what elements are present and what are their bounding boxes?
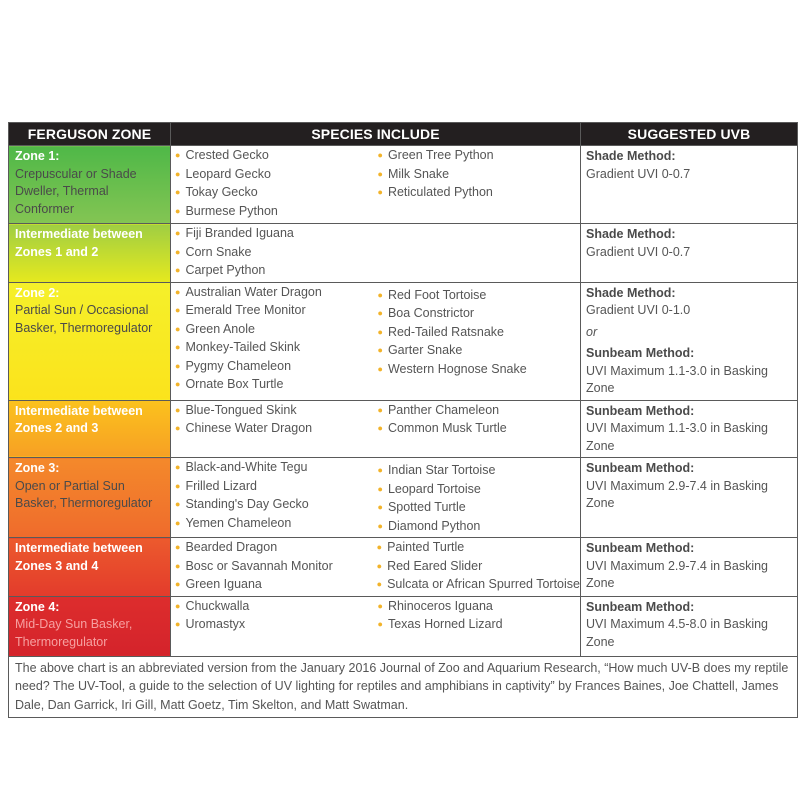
species-item [175, 576, 377, 595]
ferguson-zone-table [8, 122, 798, 718]
uvb-method: Sunbeam Method: [586, 346, 695, 360]
uvb-cell [581, 538, 798, 597]
bullet-icon: ● [376, 560, 383, 571]
species-list-right [378, 402, 581, 439]
uvb-method: Sunbeam Method: [586, 599, 695, 614]
bullet-icon: ● [175, 560, 181, 571]
species-list-right [378, 284, 581, 395]
bullet-icon: ● [377, 404, 383, 415]
bullet-icon: ● [175, 168, 181, 179]
species-name: Pygmy Chameleon [185, 358, 292, 373]
species-item [175, 203, 378, 222]
species-name: Spotted Turtle [387, 500, 466, 514]
bullet-icon: ● [377, 619, 383, 629]
bullet-icon: ● [175, 150, 181, 160]
uvb-value: UVI Maximum 2.9-7.4 in Basking Zone [586, 558, 769, 590]
uvb-cell [581, 224, 798, 283]
uvb-cell [581, 596, 798, 656]
species-name: Bosc or Savannah Monitor [185, 558, 333, 573]
zone-title: Intermediate between Zones 3 and 4 [15, 541, 143, 573]
species-item [175, 515, 378, 534]
bullet-icon: ● [175, 205, 181, 216]
zone-title: Zone 3: [15, 461, 60, 475]
bullet-icon: ● [377, 150, 383, 160]
species-item [378, 462, 581, 481]
species-name: Green Tree Python [387, 148, 494, 162]
species-name: Diamond Python [387, 518, 481, 533]
species-list-right [378, 598, 581, 635]
bullet-icon: ● [377, 168, 383, 179]
species-name: Red-Tailed Ratsnake [387, 324, 504, 339]
bullet-icon: ● [377, 326, 383, 337]
bullet-icon: ● [175, 499, 181, 509]
species-item [175, 598, 378, 617]
species-item [175, 339, 378, 358]
table-row [9, 400, 798, 458]
species-name: Black-and-White Tegu [185, 460, 308, 474]
species-cell [171, 400, 581, 458]
bullet-icon: ● [377, 423, 383, 433]
species-item [377, 558, 580, 577]
table-row [9, 458, 798, 538]
species-name: Carpet Python [185, 263, 266, 277]
species-list-left [175, 539, 377, 595]
species-name: Tokay Gecko [185, 185, 258, 199]
bullet-icon: ● [377, 502, 383, 512]
species-item [175, 558, 377, 577]
uvb-zone-chart [8, 122, 797, 718]
species-name: Indian Star Tortoise [387, 463, 496, 477]
uvb-method: Sunbeam Method: [586, 541, 695, 555]
species-cell [171, 224, 581, 283]
species-name: Chuckwalla [185, 598, 250, 613]
species-cell [171, 146, 581, 224]
species-item [378, 361, 581, 380]
species-item [378, 147, 581, 166]
species-name: Bearded Dragon [185, 540, 278, 554]
species-item [175, 402, 378, 421]
table-row [9, 146, 798, 224]
bullet-icon: ● [377, 187, 383, 197]
zone-title: Zone 2: [15, 285, 60, 300]
species-item [175, 166, 378, 185]
zone-subtitle: Crepuscular or Shade Dweller, Thermal Conformer [15, 166, 137, 216]
zone-cell [9, 282, 171, 400]
bullet-icon: ● [175, 404, 181, 415]
bullet-icon: ● [175, 246, 181, 257]
species-name: Australian Water Dragon [185, 284, 322, 299]
species-item [175, 284, 378, 303]
zone-title: Zone 1: [15, 149, 60, 163]
species-name: Yemen Chameleon [185, 515, 292, 530]
uvb-method: Sunbeam Method: [586, 403, 695, 418]
species-name: Green Iguana [185, 577, 262, 591]
species-item [175, 302, 378, 321]
species-cell [171, 458, 581, 538]
species-item [175, 358, 378, 377]
species-name: Uromastyx [185, 617, 246, 631]
species-item [378, 616, 581, 635]
uvb-value: UVI Maximum 1.1-3.0 in Basking Zone [586, 363, 769, 395]
uvb-cell [581, 458, 798, 538]
species-name: Emerald Tree Monitor [185, 303, 306, 317]
zone-subtitle: Partial Sun / Occasional Basker, Thermoregulator [15, 303, 153, 335]
species-name: Common Musk Turtle [387, 421, 507, 435]
table-row [9, 596, 798, 656]
bullet-icon: ● [376, 542, 383, 552]
zone-cell [9, 400, 171, 458]
bullet-icon: ● [377, 465, 383, 475]
species-item [175, 184, 378, 203]
species-item [175, 244, 378, 263]
uvb-cell [581, 282, 798, 400]
species-name: Ornate Box Turtle [185, 377, 284, 391]
bullet-icon: ● [377, 289, 383, 300]
table-header-row [9, 123, 798, 146]
bullet-icon: ● [175, 462, 181, 472]
uvb-method: Shade Method: [586, 227, 676, 241]
species-name: Red Foot Tortoise [387, 287, 487, 302]
species-item [175, 420, 378, 439]
species-item [377, 576, 580, 595]
species-list-right [378, 147, 581, 221]
bullet-icon: ● [175, 265, 181, 275]
bullet-icon: ● [377, 308, 383, 318]
uvb-value: Gradient UVI 0-1.0 [586, 303, 691, 317]
species-cell [171, 538, 581, 597]
zone-title: Intermediate between Zones 2 and 3 [15, 403, 143, 435]
species-name: Sulcata or African Spurred Tortoise [387, 577, 580, 591]
species-name: Garter Snake [387, 343, 463, 357]
uvb-cell [581, 146, 798, 224]
zone-cell [9, 146, 171, 224]
species-item [378, 184, 581, 203]
bullet-icon: ● [175, 379, 181, 389]
species-item [378, 287, 581, 306]
uvb-value: Gradient UVI 0-0.7 [586, 166, 691, 181]
species-name: Burmese Python [185, 203, 278, 218]
species-item [175, 376, 378, 395]
bullet-icon: ● [377, 600, 383, 611]
bullet-icon: ● [175, 228, 181, 238]
species-list-left [175, 284, 378, 395]
species-item [175, 225, 378, 244]
zone-cell [9, 596, 171, 656]
species-item [175, 147, 378, 166]
species-cell [171, 596, 581, 656]
species-name: Standing's Day Gecko [185, 497, 309, 511]
bullet-icon: ● [175, 517, 181, 528]
species-item [378, 518, 581, 537]
species-name: Panther Chameleon [387, 402, 500, 417]
species-name: Crested Gecko [185, 148, 269, 162]
bullet-icon: ● [175, 480, 181, 491]
species-name: Boa Constrictor [387, 306, 475, 320]
species-name: Frilled Lizard [185, 478, 257, 493]
species-list-left [175, 459, 378, 536]
zone-title: Zone 4: [15, 599, 60, 614]
species-item [175, 321, 378, 340]
species-item [175, 616, 378, 635]
species-item [175, 459, 378, 478]
species-item [378, 420, 581, 439]
species-name: Western Hognose Snake [387, 361, 527, 376]
species-list-left [175, 147, 378, 221]
bullet-icon: ● [377, 363, 383, 374]
bullet-icon: ● [377, 483, 383, 494]
bullet-icon: ● [175, 342, 181, 352]
species-name: Texas Horned Lizard [387, 617, 503, 631]
table-body [9, 146, 798, 657]
zone-title: Intermediate between Zones 1 and 2 [15, 227, 143, 259]
uvb-or: or [586, 324, 598, 339]
species-item [378, 305, 581, 324]
species-item [378, 598, 581, 617]
table-row [9, 224, 798, 283]
species-name: Red Eared Slider [387, 558, 483, 573]
species-name: Corn Snake [185, 244, 252, 259]
species-name: Milk Snake [387, 166, 450, 181]
zone-cell [9, 458, 171, 538]
header-ferguson-zone: FERGUSON ZONE [9, 123, 171, 146]
species-item [378, 499, 581, 518]
bullet-icon: ● [175, 579, 181, 589]
bullet-icon: ● [175, 323, 181, 334]
species-name: Leopard Tortoise [387, 481, 481, 496]
zone-cell [9, 538, 171, 597]
uvb-method: Shade Method: [586, 149, 676, 163]
species-item [378, 166, 581, 185]
species-list-right [377, 539, 580, 595]
bullet-icon: ● [175, 542, 181, 552]
table-row [9, 538, 798, 597]
uvb-cell [581, 400, 798, 458]
zone-subtitle: Mid-Day Sun Basker, Thermoregulator [15, 617, 133, 649]
species-item [378, 402, 581, 421]
species-name: Leopard Gecko [185, 166, 271, 181]
species-list-right [378, 225, 581, 281]
species-item [377, 539, 580, 558]
bullet-icon: ● [175, 187, 181, 197]
species-name: Painted Turtle [387, 540, 465, 554]
bullet-icon: ● [175, 360, 181, 371]
species-list-right [378, 459, 581, 536]
bullet-icon: ● [175, 619, 181, 629]
footnote: The above chart is an abbreviated version from the January 2016 Journal of Zoo and Aquarium Research, “How much UV-B does my reptile need? The UV-Tool, a guide to the selection of UV lighting for reptiles and amphibians in captivity” by Frances Baines, Joe Chattell, James Dale, Dan Garrick, Iri Gill, Matt Goetz, Tim Skelton, and Matt Swatman. [9, 656, 798, 718]
species-list-left [175, 402, 378, 439]
uvb-value: Gradient UVI 0-0.7 [586, 244, 691, 259]
bullet-icon: ● [377, 345, 383, 355]
species-item [378, 481, 581, 500]
bullet-icon: ● [175, 423, 181, 433]
species-list-left [175, 225, 378, 281]
uvb-method: Sunbeam Method: [586, 461, 695, 475]
species-name: Reticulated Python [387, 185, 493, 199]
species-item [378, 324, 581, 343]
species-name: Monkey-Tailed Skink [185, 340, 301, 354]
species-item [378, 342, 581, 361]
species-item [175, 539, 377, 558]
bullet-icon: ● [175, 286, 181, 297]
zone-subtitle: Open or Partial Sun Basker, Thermoregulator [15, 478, 153, 510]
bullet-icon: ● [175, 600, 181, 611]
species-name: Chinese Water Dragon [185, 421, 313, 435]
bullet-icon: ● [376, 579, 383, 589]
species-name: Fiji Branded Iguana [185, 226, 294, 240]
bullet-icon: ● [377, 520, 383, 531]
species-name: Rhinoceros Iguana [387, 598, 493, 613]
species-item [175, 496, 378, 515]
species-name: Blue-Tongued Skink [185, 402, 297, 417]
species-item [175, 262, 378, 281]
uvb-value: UVI Maximum 1.1-3.0 in Basking Zone [586, 421, 769, 453]
uvb-method: Shade Method: [586, 285, 676, 300]
footnote-row [9, 656, 798, 718]
species-item [175, 478, 378, 497]
species-list-left [175, 598, 378, 635]
zone-cell [9, 224, 171, 283]
header-suggested-uvb: SUGGESTED UVB [581, 123, 798, 146]
species-name: Green Anole [185, 321, 255, 336]
bullet-icon: ● [175, 305, 181, 315]
uvb-value: UVI Maximum 2.9-7.4 in Basking Zone [586, 478, 769, 510]
uvb-value: UVI Maximum 4.5-8.0 in Basking Zone [586, 617, 769, 649]
species-cell [171, 282, 581, 400]
table-row [9, 282, 798, 400]
header-species-include: SPECIES INCLUDE [171, 123, 581, 146]
